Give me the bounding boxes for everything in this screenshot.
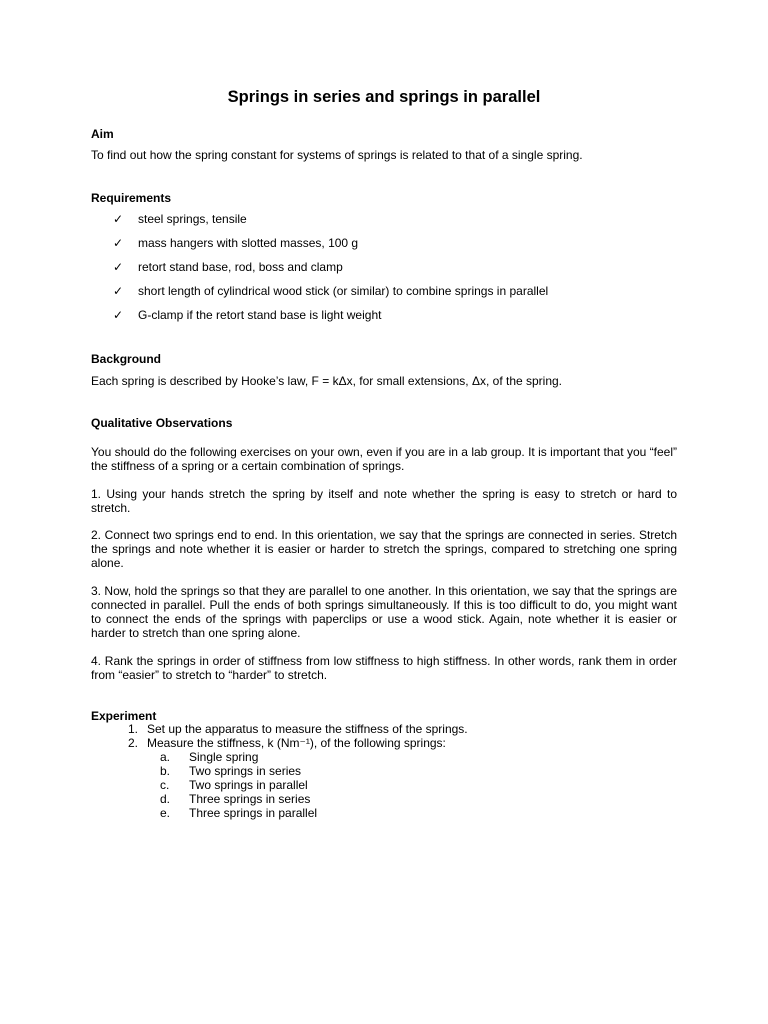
substep-letter: d. [160,792,171,806]
observation-text: 3. Now, hold the springs so that they are parallel to one another. In this orientation, we say that the springs are connected in parallel. Pull the ends of both springs simultaneously. If this is too difficult to do, you might want to connect the ends of the springs with paperclips or use a wood stick. Again, note whether it is easier or harder to stretch than one spring alone. [91,584,677,640]
substep-letter: e. [160,806,171,820]
list-item [113,308,673,332]
requirements-list [113,212,673,332]
checkmark-icon: ✓ [113,260,124,274]
substep-letter: a. [160,750,171,764]
observation-item-4 [91,654,677,682]
requirement-text: G-clamp if the retort stand base is light weight [138,308,382,322]
substep-text: Three springs in parallel [189,806,318,820]
list-item [113,212,673,236]
page-title: Springs in series and springs in parallel [227,88,541,106]
qualitative-heading: Qualitative Observations [91,416,233,430]
checkmark-icon: ✓ [113,236,124,250]
background-heading: Background [91,352,162,366]
observation-text: 1. Using your hands stretch the spring by itself and note whether the spring is easy to stretch or hard to stretch. [91,487,677,515]
requirement-text: steel springs, tensile [138,212,247,226]
experiment-substeps [155,750,555,820]
checkmark-icon: ✓ [113,212,124,226]
aim-heading: Aim [91,127,114,141]
substep-text: Single spring [189,750,259,764]
background-text: Each spring is described by Hooke’s law, F = kΔx, for small extensions, Δx, of the spring. [91,374,563,388]
list-item [113,284,673,308]
observation-item-1 [91,487,677,515]
step-text: Set up the apparatus to measure the stiffness of the springs. [147,722,468,736]
step-number: 1. [127,722,138,736]
requirement-text: retort stand base, rod, boss and clamp [138,260,343,274]
step-number: 2. [127,736,138,750]
observation-text: 2. Connect two springs end to end. In this orientation, we say that the springs are connected in series. Stretch the springs and note whether it is easier or harder to stretch the springs, compared to stretching one spring alone. [91,528,677,570]
observation-text: 4. Rank the springs in order of stiffness from low stiffness to high stiffness. In other words, rank them in order from “easier” to stretch to “harder” to stretch. [91,654,677,682]
substep-letter: c. [160,778,170,792]
qualitative-intro: You should do the following exercises on your own, even if you are in a lab group. It is important that you “feel” the stiffness of a spring or a certain combination of springs. [91,445,677,473]
requirement-text: short length of cylindrical wood stick (or similar) to combine springs in parallel [138,284,549,298]
list-item [155,764,555,778]
observation-item-2 [91,528,677,570]
list-item [155,792,555,806]
list-item [155,806,555,820]
requirements-heading: Requirements [91,191,172,205]
aim-text: To find out how the spring constant for systems of springs is related to that of a single spring. [91,148,583,162]
substep-letter: b. [160,764,171,778]
requirement-text: mass hangers with slotted masses, 100 g [138,236,359,250]
list-item [155,750,555,764]
list-item [113,260,673,284]
substep-text: Three springs in series [189,792,311,806]
observation-item-3 [91,584,677,640]
list-item [113,236,673,260]
list-item [113,722,673,736]
experiment-steps [113,722,673,750]
experiment-heading: Experiment [91,709,157,723]
step-text: Measure the stiffness, k (Nm⁻¹), of the following springs: [147,736,446,750]
checkmark-icon: ✓ [113,308,124,322]
substep-text: Two springs in parallel [189,778,308,792]
checkmark-icon: ✓ [113,284,124,298]
list-item [155,778,555,792]
substep-text: Two springs in series [189,764,302,778]
list-item [113,736,673,750]
